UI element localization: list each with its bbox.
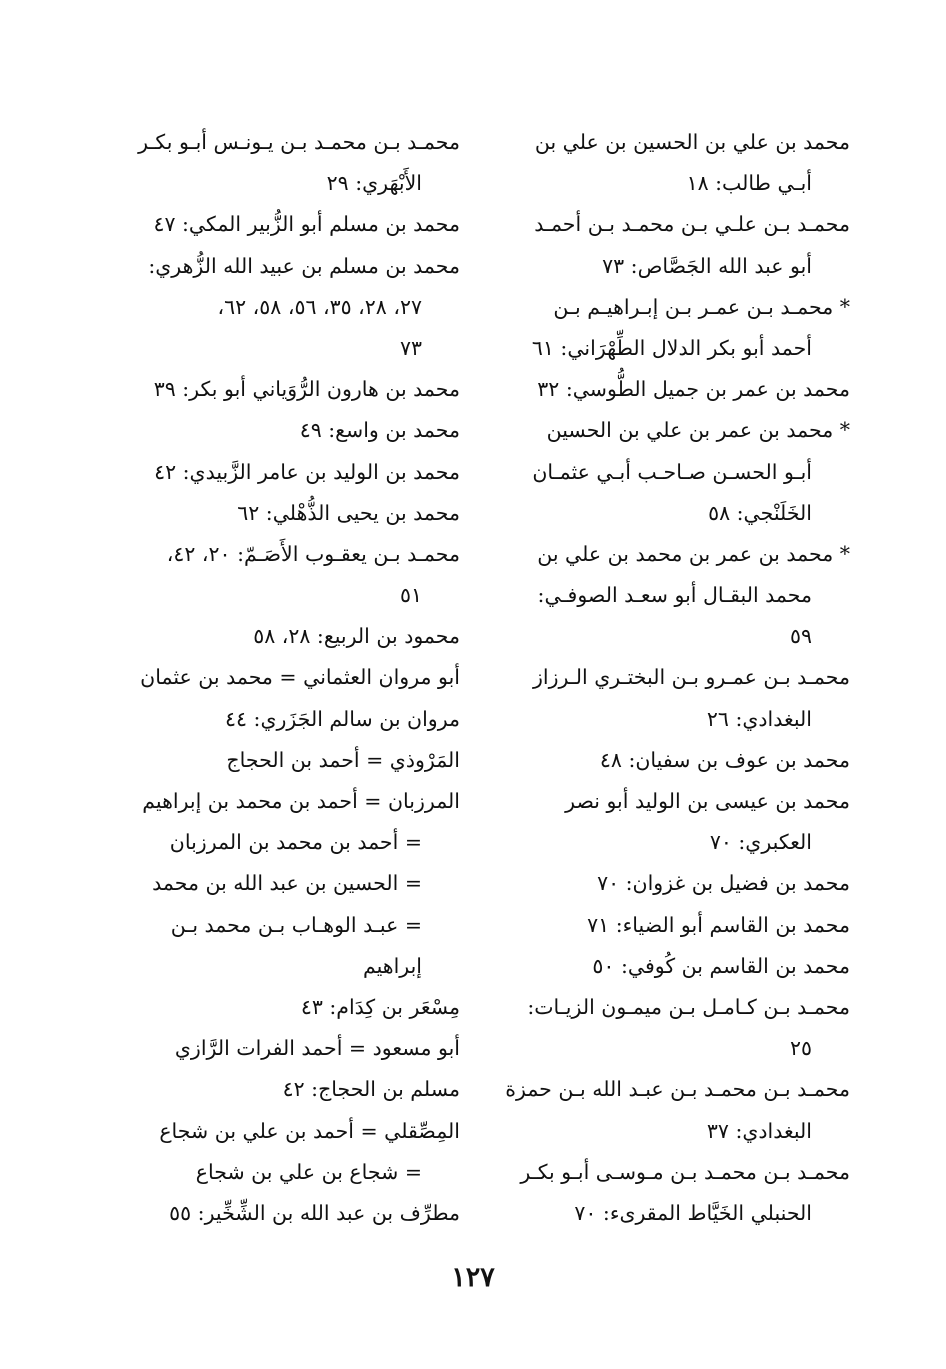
index-entry-line: محمد بن الوليد بن عامر الزَّبيدي: ٤٢ (154, 459, 460, 484)
index-entry-line: الخَلَنْجي: ٥٨ (708, 500, 812, 525)
index-entry-line: محمد بن عوف بن سفيان: ٤٨ (599, 747, 850, 772)
index-entry-line: محمد بن عيسى بن الوليد أبو نصر (565, 789, 850, 813)
index-entry-line: محمد بن يحيى الذُّهْلي: ٦٢ (237, 500, 460, 525)
index-entry-line: أبـي طالب: ١٨ (686, 171, 812, 196)
index-entry-line: محمد بن مسلم أبو الزُّبير المكي: ٤٧ (153, 212, 460, 237)
index-entry-line: محمد البقـال أبو سعـد الصوفـي: (537, 583, 812, 608)
index-entry-line: محمـد بـن عمـرو بـن البختـري الـرزاز (532, 665, 850, 690)
left-index-column (114, 122, 460, 1234)
index-entry-line: العكبري: ٧٠ (709, 830, 812, 855)
index-entry-line: ٥٩ (789, 624, 812, 649)
index-entry-line: المَرْوذي = أحمد بن الحجاج (226, 747, 460, 772)
index-entry-line: أبـو الحسـن صـاحـب أبـي عثمـان (532, 459, 812, 484)
index-entry-line: ٢٧، ٢٨، ٣٥، ٥٦، ٥٨، ٦٢، (217, 294, 422, 319)
index-entry-line: محمد بن واسع: ٤٩ (299, 418, 460, 443)
index-entry-line: المِصِّقلي = أحمد بن علي بن شجاع (159, 1118, 460, 1143)
index-entry-line: = عبـد الوهـاب بـن محمد بـن (170, 912, 422, 937)
index-entry-line: البغدادي: ٢٦ (706, 706, 812, 731)
index-entry-line: = شجاع بن علي بن شجاع (195, 1159, 422, 1184)
index-entry-line: * محمـد بـن عمـر بـن إبـراهيـم بـن (553, 294, 850, 319)
index-entry-line: محمـد بـن محمـد بـن عبـد الله بـن حمزة (505, 1077, 850, 1102)
index-entry-line: محمـد بـن كـامـل بـن ميمـون الزيـات: (527, 994, 850, 1019)
index-entry-line: أبو عبد الله الجَصَّاص: ٧٣ (602, 253, 812, 278)
index-entry-line: محمـد بـن يعقـوب الأَصَـمّ: ٢٠، ٤٢، (166, 541, 460, 566)
index-entry-line: المرزبان = أحمد بن محمد بن إبراهيم (142, 789, 460, 813)
index-entry-line: أحمد أبو بكر الدلال الطِّهْرَاني: ٦١ (531, 335, 812, 360)
index-entry-line: أبو مروان العثماني = محمد بن عثمان (140, 665, 460, 690)
index-entry-line: الحنبلي الخَيَّاط المقرىء: ٧٠ (574, 1200, 812, 1225)
index-entry-line: * محمد بن عمر بن علي بن الحسين (546, 418, 850, 443)
index-entry-line: محمد بن هارون الرُّوَياني أبو بكر: ٣٩ (153, 377, 460, 402)
index-entry-line: إبراهيم (362, 953, 422, 978)
index-entry-line: محمد بن مسلم بن عبيد الله الزُّهري: (148, 253, 460, 278)
index-entry-line: ٧٣ (399, 335, 422, 360)
index-entry-line: مروان بن سالم الجَزَري: ٤٤ (225, 706, 460, 731)
index-entry-line: = أحمد بن محمد بن المرزبان (169, 830, 422, 855)
index-entry-line: الأَبْهَري: ٢٩ (326, 171, 422, 196)
index-entry-line: محمد بن القاسم بن كُوفي: ٥٠ (592, 953, 850, 978)
index-entry-line: محمـد بـن محمـد بـن يـونـس أبـو بكـر (138, 130, 460, 154)
index-entry-line: محمد بن القاسم أبو الضياء: ٧١ (587, 912, 850, 937)
index-entry-line: ٥١ (399, 583, 422, 608)
index-entry-line: أبو مسعود = أحمد الفرات الرَّازي (174, 1036, 460, 1061)
index-entry-line: محمد بن فضيل بن غزوان: ٧٠ (597, 871, 850, 896)
index-entry-line: مطرِّف بن عبد الله بن الشِّخِّير: ٥٥ (169, 1200, 460, 1225)
index-entry-line: ٢٥ (789, 1036, 812, 1061)
index-entry-line: محمد بن علي بن الحسين بن علي بن (534, 130, 850, 154)
index-entry-line: محمـد بـن علـي بـن محمـد بـن أحمـد (534, 212, 850, 237)
index-entry-line: البغدادي: ٣٧ (706, 1118, 812, 1143)
index-entry-line: مِسْعَر بن كِدَام: ٤٣ (300, 994, 460, 1019)
index-entry-line: محمود بن الربيع: ٢٨، ٥٨ (253, 624, 460, 649)
index-entry-line: مسلم بن الحجاج: ٤٢ (282, 1077, 460, 1102)
index-entry-line: محمـد بـن محمـد بـن مـوسـى أبـو بكـر (520, 1159, 850, 1184)
index-entry-line: = الحسين بن عبد الله بن محمد (152, 871, 422, 896)
page-number: ١٢٧ (451, 1262, 495, 1293)
right-index-column (506, 122, 850, 1234)
index-entry-line: * محمد بن عمر بن محمد بن علي بن (537, 541, 850, 566)
index-entry-line: محمد بن عمر بن جميل الطُّوسي: ٣٢ (537, 377, 850, 402)
